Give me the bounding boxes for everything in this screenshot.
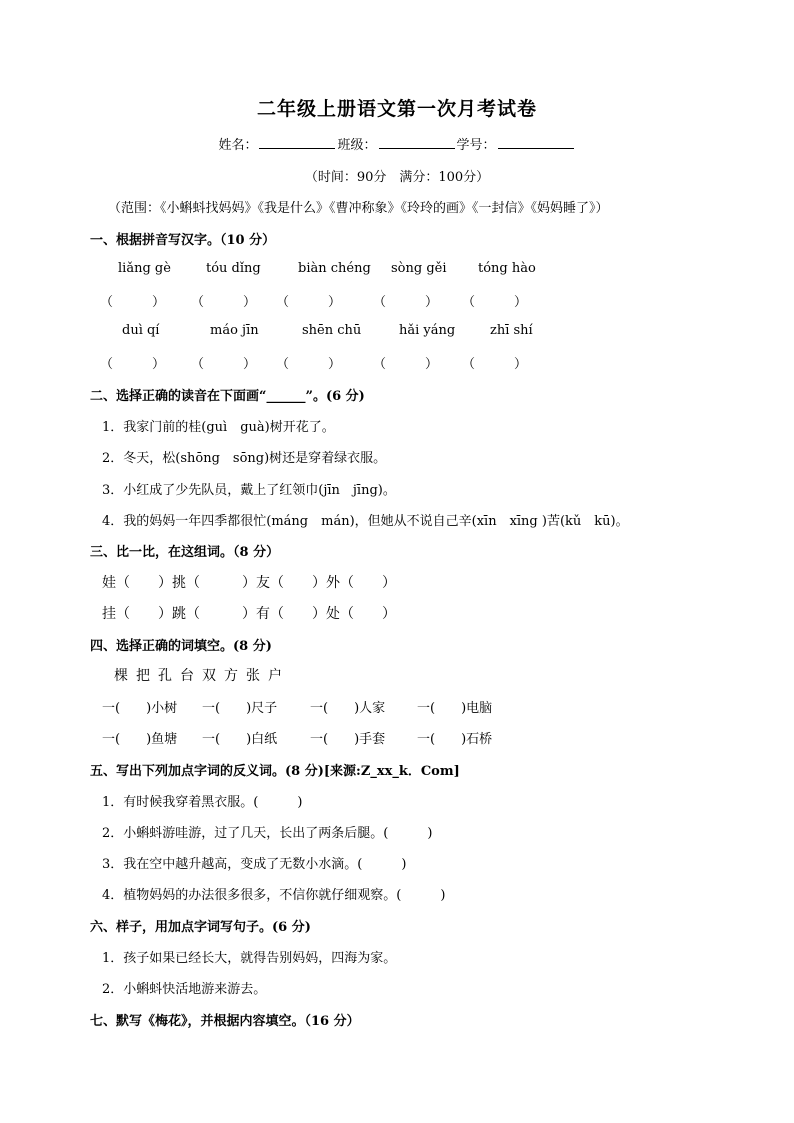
choice-char: 张: [246, 668, 260, 684]
pinyin-item: liǎng gè: [118, 261, 171, 276]
choice-char: 方: [224, 668, 238, 684]
pinyin-item: sòng gěi: [391, 261, 447, 276]
compare-row: 娃（ ）挑（ ）友（ ）外（ ）: [102, 575, 396, 591]
section-7-heading: 七、默写《梅花》，并根据内容填空。（16 分）: [90, 1014, 360, 1029]
question-item: 2．冬天，松(shōng sōng)树还是穿着绿衣服。: [102, 451, 387, 466]
fill-item[interactable]: 一( )鱼塘: [102, 732, 178, 747]
question-item: 4．植物妈妈的办法很多很多，不信你就仔细观察。( ): [102, 888, 446, 903]
compare-row: 挂（ ）跳（ ）有（ ）处（ ）: [102, 606, 396, 622]
answer-box[interactable]: （ ）: [276, 295, 342, 310]
answer-box[interactable]: （ ）: [191, 295, 257, 310]
pinyin-item: zhī shí: [490, 323, 533, 338]
choice-char: 户: [268, 668, 282, 684]
section-5-heading: 五、写出下列加点字词的反义词。(8 分)[来源:Z_xx_k．Com]: [90, 764, 460, 779]
pinyin-item: tóng hào: [478, 261, 536, 276]
answer-box[interactable]: （ ）: [373, 357, 439, 372]
section-2-heading: 二、选择正确的读音在下面画“______”。(6 分): [90, 389, 365, 404]
fill-item[interactable]: 一( )小树: [102, 701, 178, 716]
fill-item[interactable]: 一( )尺子: [202, 701, 278, 716]
fill-item[interactable]: 一( )白纸: [202, 732, 278, 747]
choice-char: 双: [202, 668, 216, 684]
choice-char: 棵: [114, 668, 128, 684]
pinyin-item: biàn chéng: [298, 261, 371, 276]
name-label: 姓名：: [218, 138, 258, 153]
name-blank[interactable]: [259, 136, 335, 149]
question-item: 1．孩子如果已经长大，就得告别妈妈，四海为家。: [102, 951, 397, 966]
section-4-heading: 四、选择正确的词填空。(8 分): [90, 639, 272, 654]
answer-box[interactable]: （ ）: [462, 295, 528, 310]
fill-item[interactable]: 一( )电脑: [417, 701, 493, 716]
choice-char: 孔: [158, 668, 172, 684]
id-blank[interactable]: [498, 136, 574, 149]
answer-box[interactable]: （ ）: [373, 295, 439, 310]
section-6-heading: 六、样子，用加点字词写句子。(6 分): [90, 920, 311, 935]
time-score-line: （时间：90分 满分：100分）: [304, 170, 490, 185]
fill-item[interactable]: 一( )石桥: [417, 732, 493, 747]
pinyin-item: tóu dǐng: [206, 261, 261, 276]
class-blank[interactable]: [379, 136, 455, 149]
answer-box[interactable]: （ ）: [100, 295, 166, 310]
id-label: 学号：: [456, 138, 496, 153]
choice-char: 台: [180, 668, 194, 684]
question-item: 4．我的妈妈一年四季都很忙(máng mán)，但她从不说自己辛(xīn xīng )苦(kǔ kū)。: [102, 514, 629, 529]
section-1-heading: 一、根据拼音写汉字。（10 分）: [90, 233, 276, 248]
scope-line: （范围：《小蝌蚪找妈妈》《我是什么》《曹冲称象》《玲玲的画》《一封信》《妈妈睡了》）: [108, 201, 609, 216]
question-item: 1．我家门前的桂(guì guà)树开花了。: [102, 420, 335, 435]
word-choices: [110, 665, 286, 685]
pinyin-item: hǎi yáng: [399, 323, 456, 338]
question-item: 3．我在空中越升越高，变成了无数小水滴。( ): [102, 857, 407, 872]
question-item: 2．小蝌蚪游哇游，过了几天，长出了两条后腿。( ): [102, 826, 433, 841]
section-3-heading: 三、比一比，在这组词。（8 分）: [90, 545, 280, 560]
answer-box[interactable]: （ ）: [276, 357, 342, 372]
pinyin-item: shēn chū: [302, 323, 362, 338]
student-info-line: [0, 134, 794, 153]
question-item: 2．小蝌蚪快活地游来游去。: [102, 982, 267, 997]
answer-box[interactable]: （ ）: [100, 357, 166, 372]
page-title: 二年级上册语文第一次月考试卷: [256, 98, 537, 120]
fill-item[interactable]: 一( )手套: [310, 732, 386, 747]
question-item: 1．有时候我穿着黑衣服。( ): [102, 795, 303, 810]
pinyin-item: duì qí: [122, 323, 160, 338]
fill-item[interactable]: 一( )人家: [310, 701, 386, 716]
pinyin-item: máo jīn: [210, 323, 259, 338]
class-label: 班级：: [337, 138, 377, 153]
choice-char: 把: [136, 668, 150, 684]
answer-box[interactable]: （ ）: [462, 357, 528, 372]
answer-box[interactable]: （ ）: [191, 357, 257, 372]
question-item: 3．小红成了少先队员，戴上了红领巾(jīn jīng)。: [102, 483, 396, 498]
